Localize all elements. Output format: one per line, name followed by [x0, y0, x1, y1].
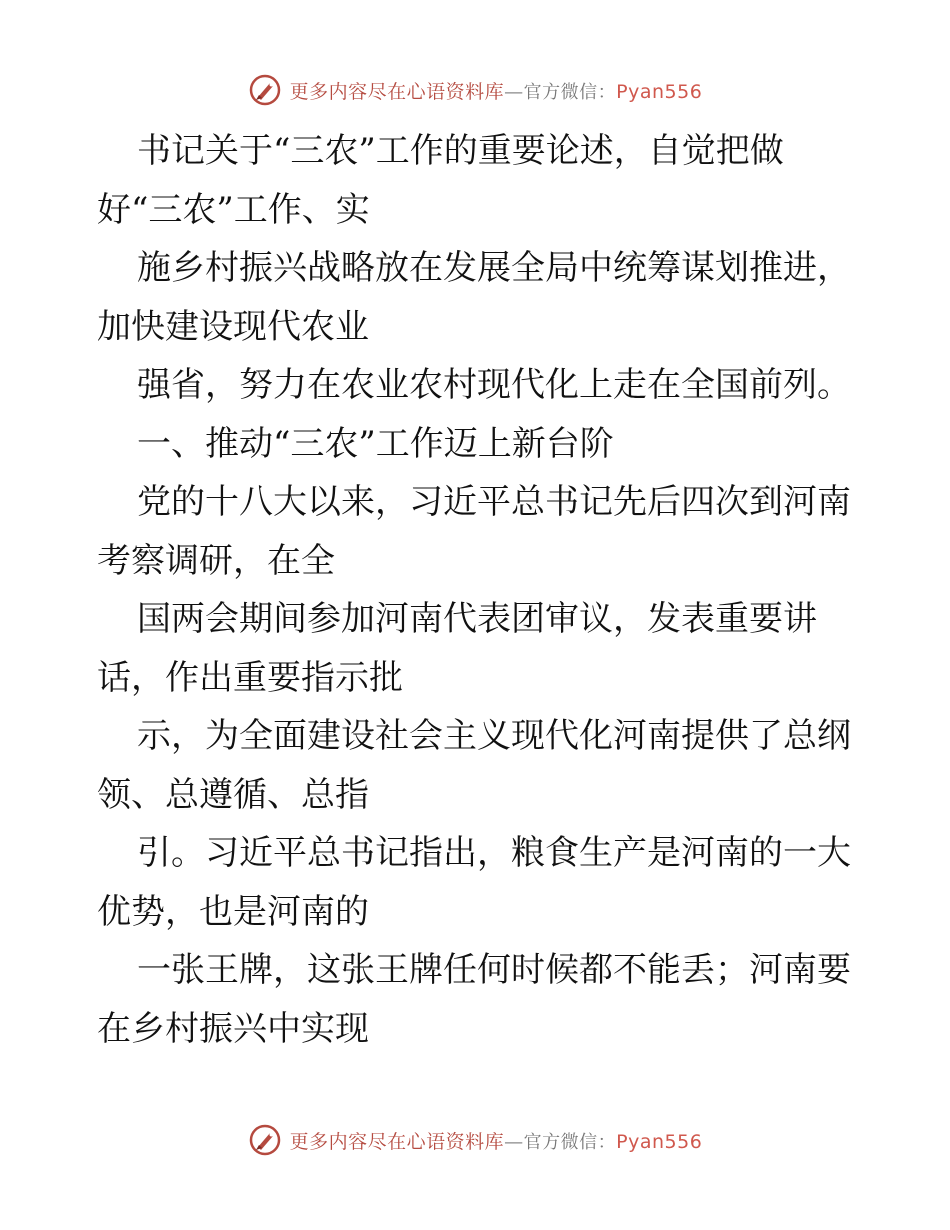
- footer-banner-sub: 官方微信：: [523, 1131, 617, 1153]
- body-line: 党的十八大以来，习近平总书记先后四次到河南: [137, 482, 851, 522]
- body-line: 引。习近平总书记指出，粮食生产是河南的一大: [137, 833, 851, 873]
- document-body: [97, 122, 857, 1058]
- footer-banner-dash: —: [504, 1130, 524, 1153]
- body-line: 加快建设现代农业: [97, 306, 369, 347]
- body-line: 领、总遵循、总指: [97, 774, 369, 815]
- body-line: 优势，也是河南的: [97, 891, 369, 932]
- header-banner-main: 更多内容尽在心语资料库: [289, 80, 505, 103]
- body-line: 强省，努力在农业农村现代化上走在全国前列。: [137, 365, 851, 405]
- body-line: 示，为全面建设社会主义现代化河南提供了总纲: [137, 716, 851, 756]
- header-banner-sub: 官方微信：: [523, 81, 617, 103]
- section-heading: 一、推动“三农”工作迈上新台阶: [137, 423, 614, 464]
- header-banner-dash: —: [504, 80, 524, 103]
- body-line: 话，作出重要指示批: [97, 657, 403, 698]
- body-line: 在乡村振兴中实现: [97, 1008, 369, 1049]
- footer-banner-id: Pyan556: [616, 1130, 703, 1153]
- body-line: 国两会期间参加河南代表团审议，发表重要讲: [137, 599, 817, 639]
- footer-banner-text: [290, 1127, 703, 1154]
- body-line: 施乡村振兴战略放在发展全局中统筹谋划推进，: [137, 248, 851, 288]
- footer-banner: [0, 1120, 950, 1160]
- header-banner-text: [290, 77, 703, 104]
- body-line: 好“三农”工作、实: [97, 189, 370, 230]
- body-line: 书记关于“三农”工作的重要论述，自觉把做: [137, 131, 784, 171]
- header-banner-id: Pyan556: [616, 80, 703, 103]
- body-line: 一张王牌，这张王牌任何时候都不能丢；河南要: [137, 950, 851, 990]
- footer-banner-main: 更多内容尽在心语资料库: [289, 1130, 505, 1153]
- header-banner: [0, 70, 950, 110]
- body-line: 考察调研，在全: [97, 540, 335, 581]
- pen-nib-logo-icon: [248, 73, 282, 107]
- pen-nib-logo-icon: [248, 1123, 282, 1157]
